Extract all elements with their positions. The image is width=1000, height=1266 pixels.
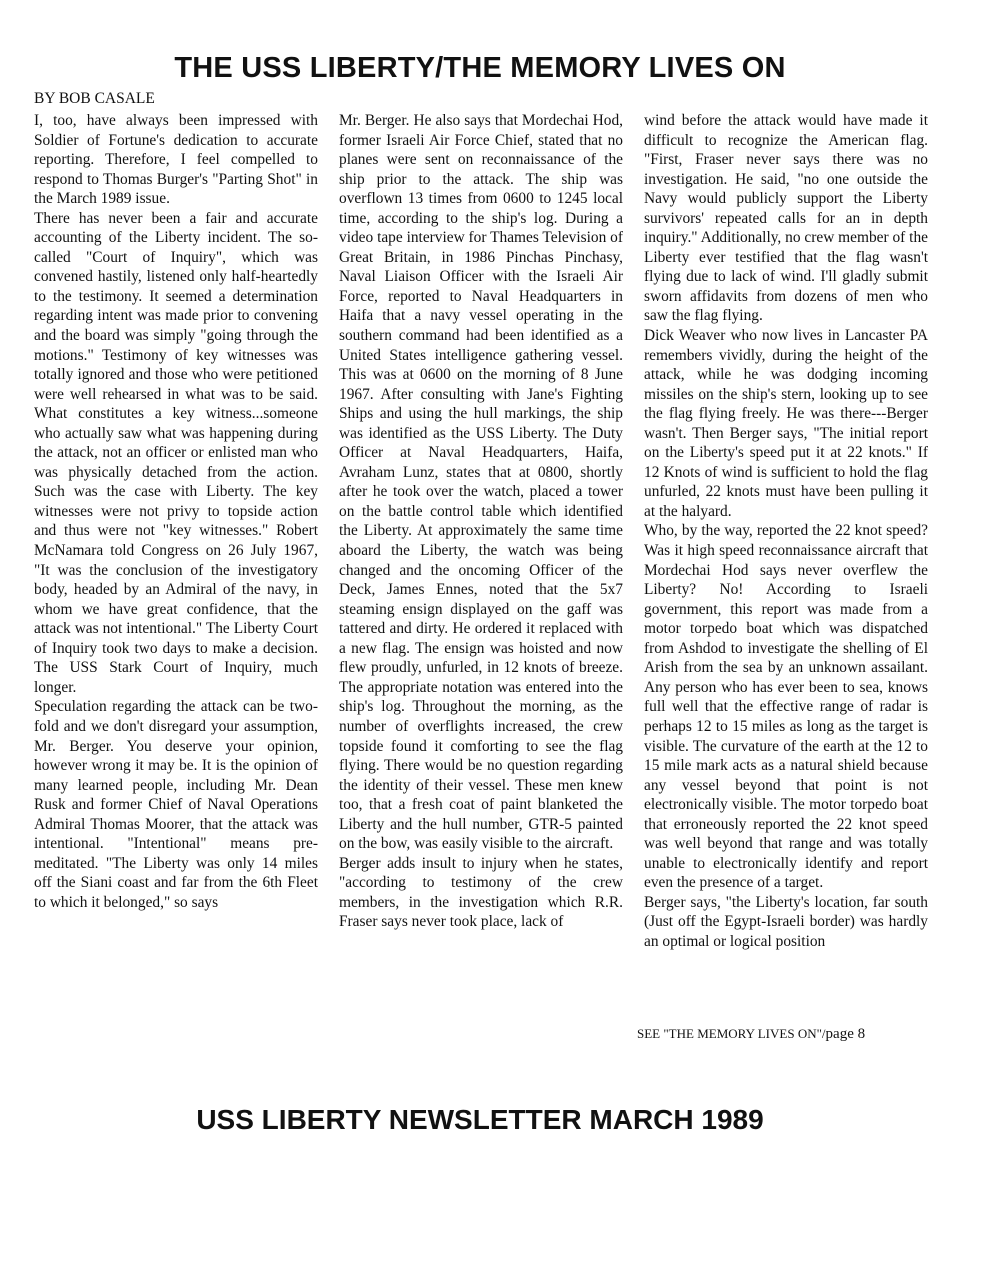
continuation-note [637, 1026, 865, 1043]
body-paragraph: Berger adds insult to injury when he states, "according to testimony of the crew members, in the investigation which R.R. Fraser says never took place, lack of [339, 854, 623, 931]
body-paragraph: Dick Weaver who now lives in Lancaster PA remembers vividly, during the height of the attack, while he was dodging incoming missiles on the ship's stern, looking up to see the flag flying freely. He was there---Berger wasn't. Then Berger says, "The initial report on the Liberty's speed put it at 22 knots." If 12 Knots of wind is sufficient to hold the flag unfurled, 22 knots must have been pulling it at the halyard. [644, 327, 928, 520]
body-paragraph: There has never been a fair and accurate accounting of the Liberty incident. The so-called "Court of Inquiry", which was convened hastily, listened only half-heartedly to the testimony. It seemed a determination regarding intent was made prior to convening and the board was simply "going through the motions." Testimony of key witnesses was totally ignored and those who were petitioned were well rehearsed in what was to be said. What constitutes a key witness...someone who actually saw what was happening during the attack, not an officer or enlisted man who was physically detached from the action. Such was the case with Liberty. The key witnesses were not privy to topside action and thus were not "key witnesses." Robert McNamara told Congress on 26 July 1967, "It was the conclusion of the investigatory body, headed by an Admiral of the navy, in whom we have great confidence, that the attack was not intentional." The Liberty Court of Inquiry took two days to make a decision. The USS Stark Court of Inquiry, much longer. [34, 209, 318, 696]
article-column-3 [644, 111, 928, 1011]
newsletter-footer-title: USS LIBERTY NEWSLETTER MARCH 1989 [196, 1104, 764, 1135]
body-paragraph: Speculation regarding the attack can be two-fold and we don't disregard your assumption, Mr. Berger. You deserve your opinion, however wrong it may be. It is the opinion of many learned people, including Mr. Dean Rusk and former Chief of Naval Operations Admiral Thomas Moorer, that the attack was intentional. "Intentional" means pre-meditated. "The Liberty was only 14 miles off the Siani coast and far from the 6th Fleet to which it belonged," so says [34, 698, 318, 911]
body-paragraph: wind before the attack would have made it difficult to recognize the American flag. "First, Fraser never says there was no investigation. He said, "no one outside the Navy would publicly support the Liberty survivors' repeated calls for an in depth inquiry." Additionally, no crew member of the Liberty ever testified that the flag wasn't flying due to lack of wind. I'll gladly submit sworn affidavits from dozens of men who saw the flag flying. [644, 112, 928, 325]
body-paragraph: I, too, have always been impressed with Soldier of Fortune's dedication to accurate reporting. Therefore, I feel compelled to respond to Thomas Burger's "Parting Shot" in the March 1989 issue. [34, 112, 318, 208]
article-body [34, 111, 928, 1011]
body-paragraph: Mr. Berger. He also says that Mordechai Hod, former Israeli Air Force Chief, stated that no planes were sent on reconnaissance of the ship prior to the attack. The ship was overflown 13 times from 0600 to 1245 local time, according to the ship's log. During a video tape interview for Thames Television of Great Britain, in 1986 Pinchas Pinchasy, Naval Liaison Officer with the Israeli Air Force, reported to Naval Headquarters in Haifa that a navy vessel operating in the southern command had been identified as a United States intelligence gathering vessel. This was at 0600 on the morning of 8 June 1967. After consulting with Jane's Fighting Ships and using the hull markings, the ship was identified as the USS Liberty. The Duty Officer at Naval Headquarters, Haifa, Avraham Lunz, states that at 0800, shortly after he took over the watch, placed a tower on the battle control table which identified the Liberty. At approximately the same time aboard the Liberty, the watch was being changed and the oncoming Officer of the Deck, James Ennes, noted that the 5x7 steaming ensign displayed on the gaff was tattered and dirty. He ordered it replaced with a new flag. The ensign was hoisted and now flew proudly, unfurled, in 12 knots of breeze. The appropriate notation was entered into the ship's log. Throughout the morning, as the number of overflights increased, the crew topside found it comforting to see the flag flying. There would be no question regarding the identity of their vessel. These men knew too, that a fresh coat of paint blanketed the Liberty and the hull number, GTR-5 painted on the bow, was easily visible to the aircraft. [339, 112, 623, 853]
article-column-2 [339, 111, 623, 1011]
article-column-1 [34, 111, 318, 1011]
byline: BY BOB CASALE [34, 90, 155, 107]
continuation-text: SEE "THE MEMORY LIVES ON"/ [637, 1026, 826, 1041]
body-paragraph: Berger says, "the Liberty's location, far south (Just off the Egypt-Israeli border) was hardly an optimal or logical position [644, 893, 928, 950]
body-paragraph: Who, by the way, reported the 22 knot speed? Was it high speed reconnaissance aircraft that Mordechai Hod says never overflew the Liberty? No! According to Israeli government, this report was made from a motor torpedo boat which was dispatched from Ashdod to investigate the shelling of El Arish from the sea by an unknown assailant. Any person who has ever been to sea, knows full well that the effective range of radar is perhaps 12 to 15 miles as long as the target is visible. The curvature of the earth at the 12 to 15 mile mark acts as a natural shield because any vessel beyond that point is not electronically visible. The motor torpedo boat that erroneously reported the 22 knot speed was well beyond that range and was totally unable to electronically identify and report even the presence of a target. [644, 522, 928, 892]
continuation-page: page 8 [825, 1026, 866, 1042]
article-headline: THE USS LIBERTY/THE MEMORY LIVES ON [174, 52, 786, 84]
